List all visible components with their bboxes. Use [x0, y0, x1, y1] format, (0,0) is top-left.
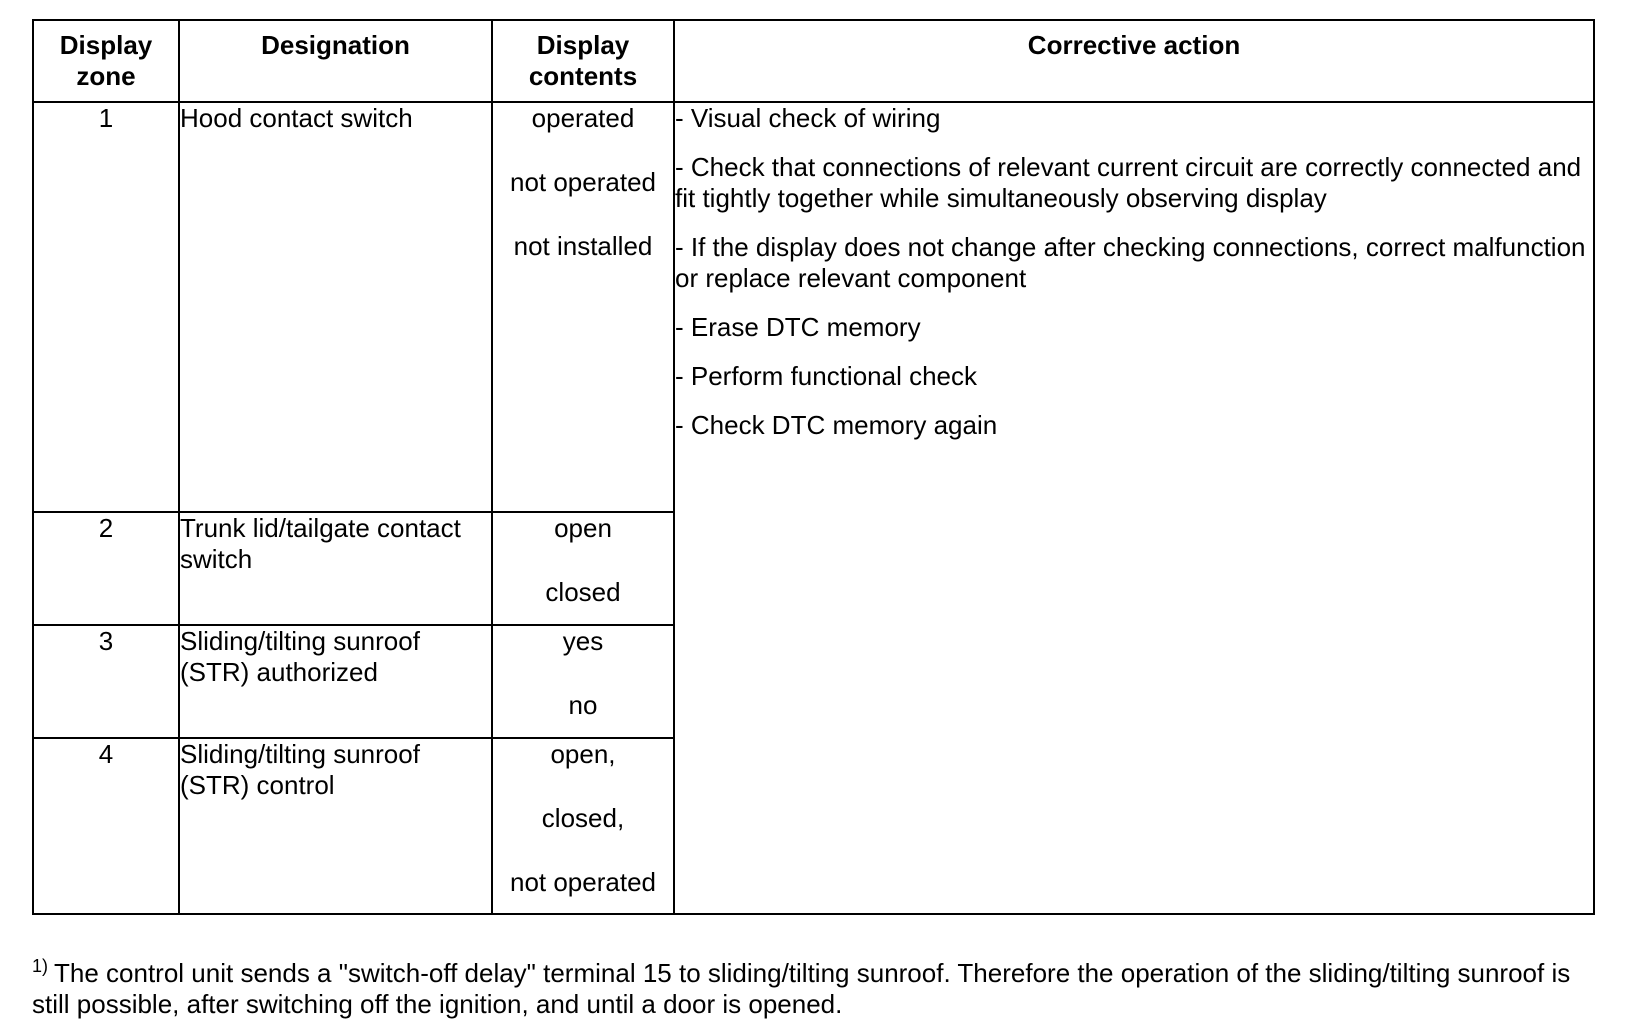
display-contents-cell — [492, 102, 674, 512]
display-value: open — [554, 513, 612, 543]
display-zone-cell: 1 — [33, 102, 179, 512]
display-value: closed, — [541, 803, 625, 833]
header-display-contents: Display contents — [492, 20, 674, 102]
display-value: yes — [562, 626, 604, 656]
display-zone-cell: 2 — [33, 512, 179, 625]
header-designation: Designation — [179, 20, 492, 102]
display-zone-cell: 3 — [33, 625, 179, 738]
action-step: - Check that connections of relevant current circuit are correctly connected and fit tightly together while simultaneously observing display — [675, 152, 1582, 213]
footnote-text: The control unit sends a "switch-off delay" terminal 15 to sliding/tilting sunroof. Therefore the operation of the sliding/tilting sunroof is still possible, after switching off the ignition, and until a door is opened. — [32, 958, 1571, 1019]
display-contents-cell — [492, 738, 674, 914]
action-step: - If the display does not change after checking connections, correct malfunction or replace relevant component — [675, 232, 1586, 293]
display-value: not operated — [509, 867, 656, 897]
header-row — [33, 20, 1594, 102]
designation-cell: Hood contact switch — [179, 102, 492, 512]
header-display-zone: Display zone — [33, 20, 179, 102]
display-value: closed — [545, 577, 621, 607]
display-contents-cell — [492, 625, 674, 738]
display-value: no — [568, 690, 598, 720]
display-contents-cell — [492, 512, 674, 625]
action-step: - Erase DTC memory — [675, 312, 921, 342]
designation-cell: Trunk lid/tailgate contact switch — [179, 512, 492, 625]
display-value: operated — [531, 103, 635, 133]
display-zone-cell: 4 — [33, 738, 179, 914]
designation-cell: Sliding/tilting sunroof (STR) control — [179, 738, 492, 914]
action-step: - Perform functional check — [675, 361, 978, 391]
action-step: - Check DTC memory again — [675, 410, 998, 440]
corrective-action-cell — [674, 102, 1594, 914]
table-row — [33, 102, 1594, 512]
display-value: not operated — [509, 167, 656, 197]
designation-cell: Sliding/tilting sunroof (STR) authorized — [179, 625, 492, 738]
header-corrective-action: Corrective action — [674, 20, 1594, 102]
display-value: not installed — [513, 231, 653, 261]
action-step: - Visual check of wiring — [675, 103, 941, 133]
footnote — [32, 958, 1593, 1020]
footnote-marker: 1) — [32, 956, 49, 976]
display-value: open, — [550, 739, 616, 769]
diagnostic-table — [32, 19, 1595, 915]
